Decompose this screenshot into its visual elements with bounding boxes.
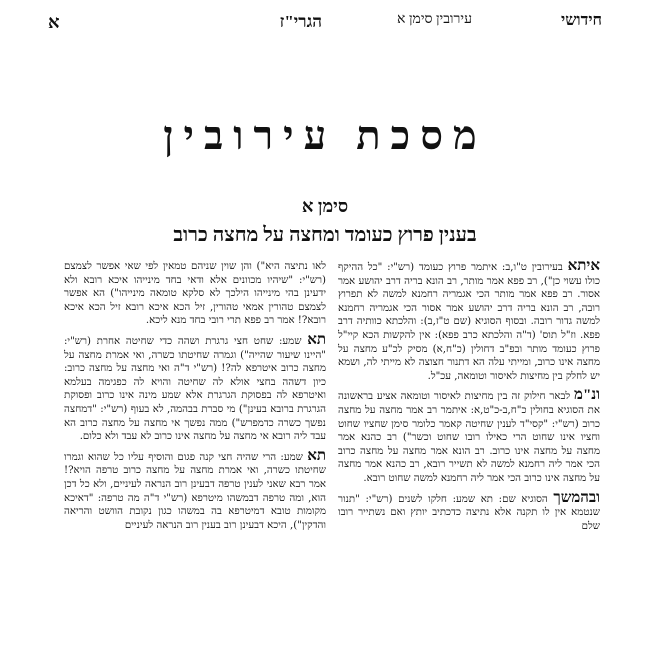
paragraph-lead-word: ובהמשך (553, 489, 600, 506)
left-text-column (64, 260, 326, 645)
siman-heading: סימן א (301, 196, 349, 216)
paragraph-text: שמע: הרי שהיה חצי קנה פגום והוסיף עליו כל שהוא וגמרו שחיטתו כשרה, ואי אמרת מחצה על מחצה כרוב טרפה הויא?! אמר רבא שאני לענין טרפה דבעינן רוב הנראה לעיניים, ולא כל דכן הוא, ומה טרפה דבמשהו מיטרפא (רש"י ד"ה מה טרפה: "דאיכא מקומות טובא דמיטרפא בה במשהו כגון נקובת הוושט והריאה והדקין"), היכא דבעינן רוב בענין רוב הנראה לעיניים (64, 451, 326, 531)
paragraph (64, 331, 326, 444)
paragraph-text: לאו נתיצה היא") והן שוין שניהם טמאין לפי שאי אפשר לצמצם (רש"י: "שיהיו מכוונים אלא ודאי בחד מינייהו איכא רובא ולא ידעינן בהי מינייהו הילכך לא סלקא טומאה מינייהו") הא אפשר לצמצם טהורין אמאי טהורין, זיל הכא איכא רובא זיל הכא איכא רובא?! אמר רב פפא תרי רובי בחד מנא ליכא. (64, 261, 326, 327)
paragraph-text: לבאר חילוק זה בין מחיצות לאיסור וטומאה אציע בראשונה את הסוגיא בחולין כ"ח,ב-כ"ט,א: איתמר רב אמר מחצה על מחצה כרוב (רש"י: "קסי"ד לענין שחיטה קאמר כלומר סימן שחציו שחוט וחציו אינו שחוט הרי כאילו רובו שחוט וכשר") רב כהנא אמר מחצה על מחצה אינו כרוב. רב הונא אמר מחצה על מחצה כרוב הכי אמר ליה רחמנא למשה לא תשייר רובא, רב כהנא אמר מחצה על מחצה אינו כרוב הכי אמר ליה רחמנא למשה שחוט רובא. (338, 391, 600, 484)
paragraph (338, 389, 600, 485)
tractate-title: מסכת עירובין (163, 113, 487, 158)
header-page-letter: א (48, 12, 60, 32)
paragraph-lead-word: תא (307, 447, 326, 464)
paragraph (64, 447, 326, 533)
paragraph-text: בעירובין ט"ו,ב: איתמר פרוץ כעומד (רש"י: "כל ההיקף כולו עשוי כן"), רב פפא אמר מותר, רב הונא בריה דרב יהושע אמר אסור. רב פפא אמר מותר הכי אגמריה רחמנא למשה לא תפרוץ רובה, רב הונא בריה דרב יהושע אמר אסור הכי אגמריה רחמנא למשה גדור רובה. ובסוף הסוגיא (שם ט"ז,ב): והלכתא כוותיה דרב פפא. וז"ל תוס' (ד"ה והלכתא כרב פפא): אין להקשות הכא קיי"ל פרוץ כעומד מותר ובפ"ב דחולין (כ"ח,א) מסיק לכ"ע מחצה על מחצה אינו כרוב, ומייתי עלה הא דתנור חצוצה לא מייתי לה, ושמא יש לחלק בין מחיצות לאיסור וטומאה, עכ"ל. (338, 262, 600, 382)
paragraph-text: הסוגיא שם: תא שמע: חלקו לשנים (רש"י: "תנור שנטמא אין לו תקנה אלא נתיצה כדכתיב יותץ ואם נשתייר רובו שלם (338, 493, 600, 532)
right-text-column (338, 260, 600, 645)
paragraph-lead-word: תא (307, 331, 326, 348)
paragraph-lead-word: ונ"מ (574, 387, 600, 404)
header-section: עירובין סימן א (397, 12, 472, 27)
paragraph (338, 489, 600, 534)
running-header (48, 12, 602, 36)
topic-subtitle: בענין פרוץ כעומד ומחצה על מחצה כרוב (173, 224, 477, 246)
paragraph-text: שמע: שחט חצי גרגרת ושהה כדי שחיטה אחרת (רש"י: "היינו שיעור שהייה") וגמרה שחיטתו כשרה, ואי אמרת מחצה על מחצה כרוב איטרפא לה?! (רש"י ד"ה ואי מחצה על מחצה כרוב: כיון דשהה בחצי אולא לה שחיטה והויא לה כפגימה בעלמא ואיטרפא לה בפסוקת הגרגרת אלא שמע מינה אינו כרוב ופסוקת הגרגרת ברובא בעינן") מי סברת בבהמה, לא בעוף (רש"י: "דמחצה נפשך כשרה כדמפרש") ממה נפשך אי מחצה על מחצה כרוב הא עבד ליה רובא אי מחצה על מחצה אינו כרוב לא עבד ולא כלום. (64, 335, 326, 443)
header-author: הגרי"ז (279, 12, 322, 31)
paragraph-lead-word: איתא (567, 260, 600, 274)
header-book-title: חידושי (561, 12, 602, 29)
paragraph (64, 260, 326, 328)
paragraph (338, 260, 600, 383)
